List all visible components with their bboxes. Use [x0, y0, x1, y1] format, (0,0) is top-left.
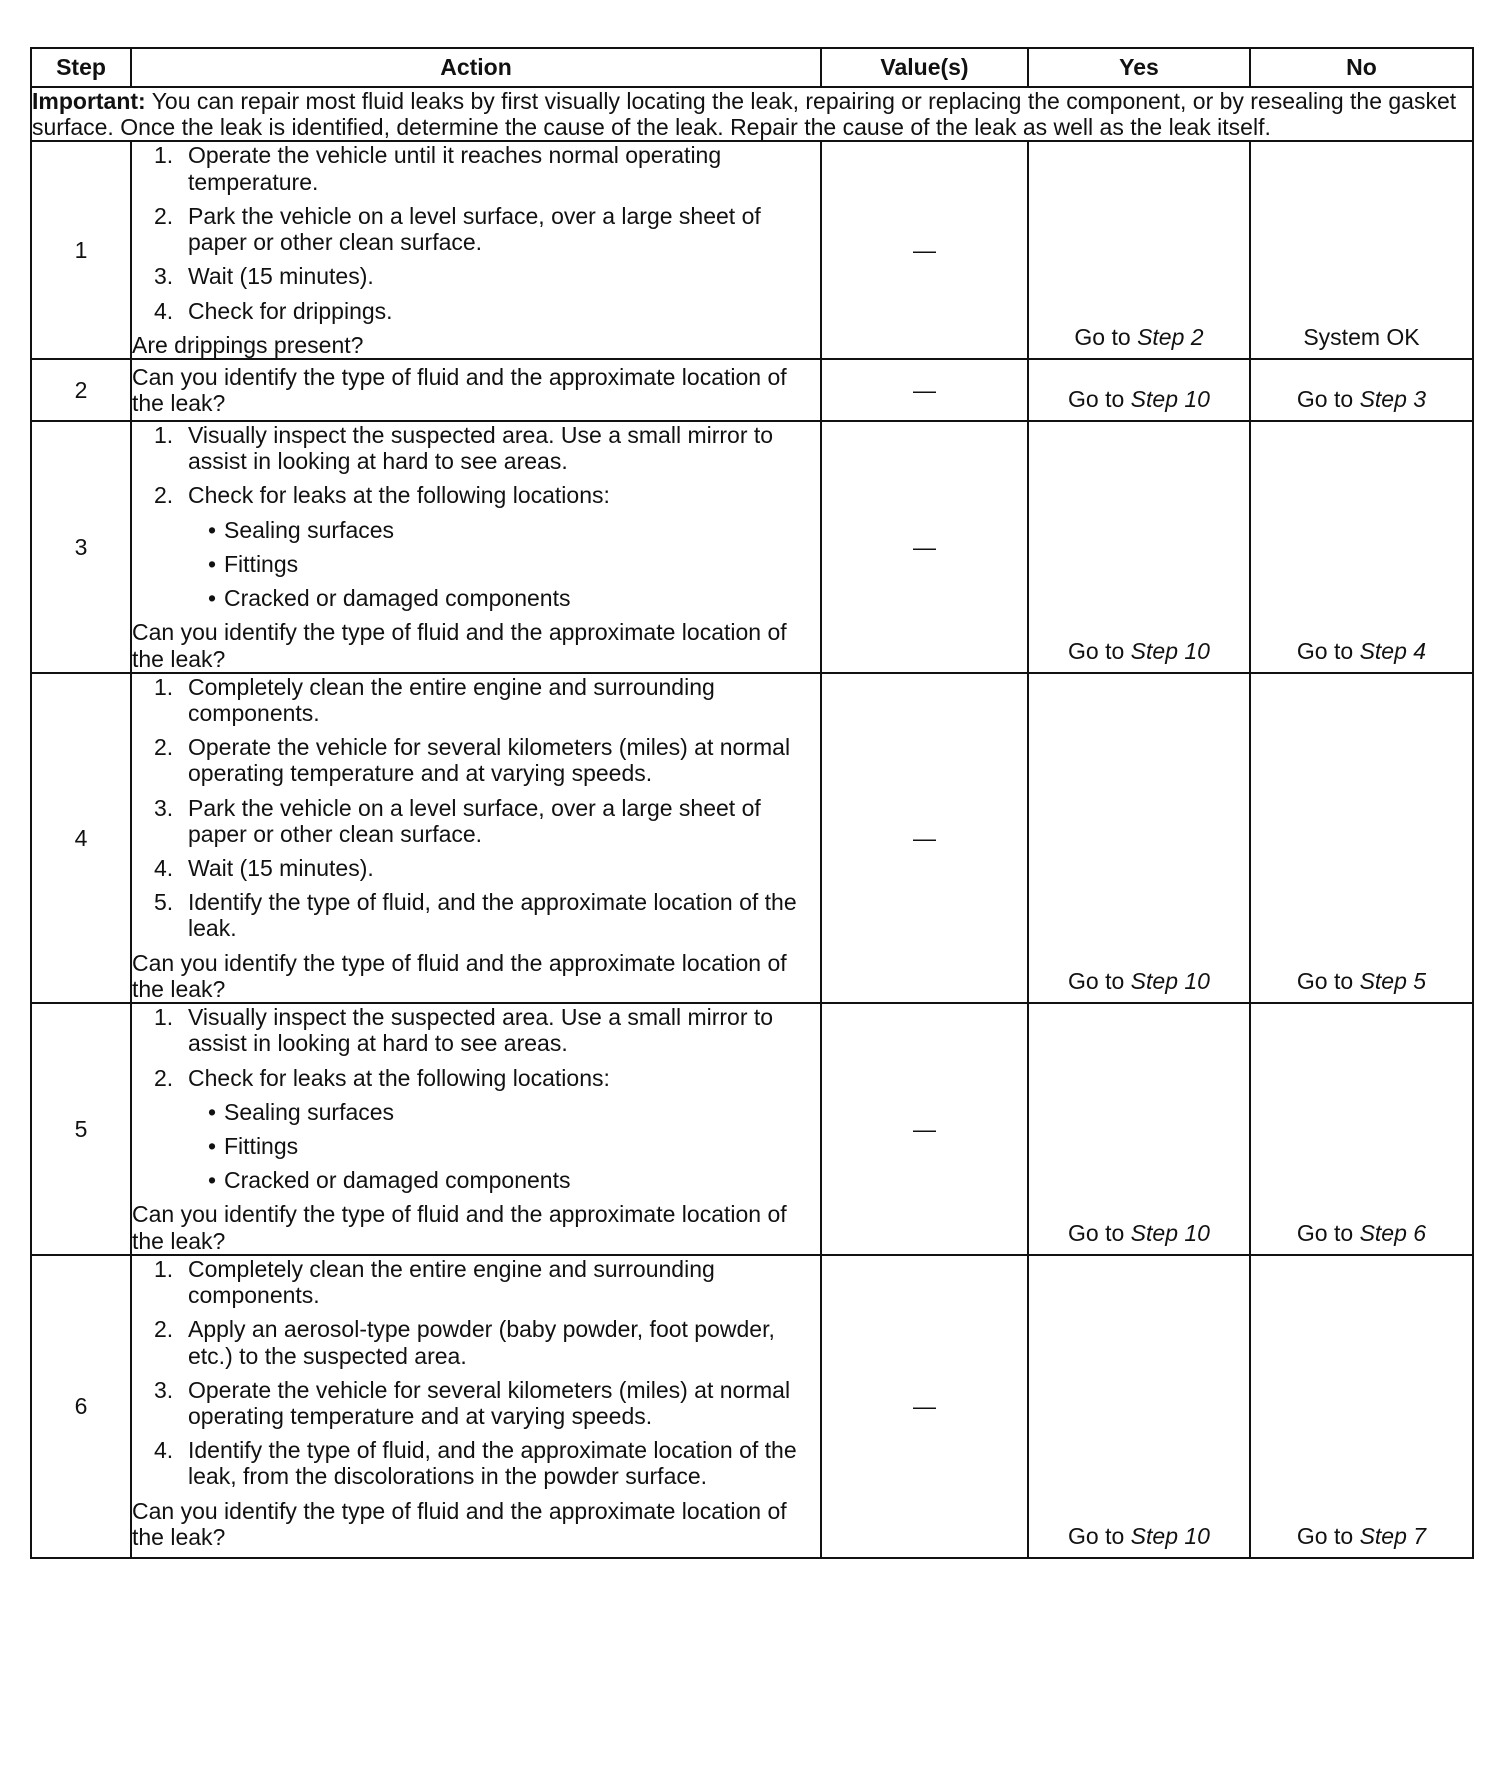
value-cell: —: [821, 673, 1028, 1003]
substep-text: Park the vehicle on a level surface, over a large sheet of paper or other clean surface.: [188, 202, 761, 256]
no-cell: [1250, 673, 1473, 1003]
substep-item: [132, 1377, 820, 1429]
yes-cell: [1028, 421, 1250, 673]
substep-number: 1.: [154, 142, 174, 169]
substep-number: 3.: [154, 263, 174, 290]
substep-item: [132, 795, 820, 847]
substep-item: [132, 298, 820, 324]
yes-cell: [1028, 673, 1250, 1003]
header-row: [31, 48, 1473, 87]
substep-number: 2.: [154, 202, 174, 229]
substep-list: [132, 674, 820, 942]
yes-target-step: Step 10: [1130, 1522, 1210, 1549]
table-row: [31, 421, 1473, 673]
substep-item: [132, 482, 820, 611]
substep-item: [132, 734, 820, 786]
location-item: • Fittings: [188, 551, 820, 577]
important-text: You can repair most fluid leaks by first visually locating the leak, repairing or replacing the component, or by resealing the gasket surface. Once the leak is identified, determine the cause of the leak. Repair the cause of the leak as well as the leak itself.: [32, 88, 1457, 141]
substep-number: 4.: [154, 297, 174, 324]
location-item: • Sealing surfaces: [188, 517, 820, 543]
step-number: 4: [31, 673, 131, 1003]
substep-item: [132, 142, 820, 194]
substep-text: Check for leaks at the following locations:: [188, 1064, 610, 1091]
no-result: System OK: [1303, 323, 1420, 350]
location-item: • Fittings: [188, 1133, 820, 1159]
yes-cell: [1028, 141, 1250, 359]
value-cell: —: [821, 141, 1028, 359]
substep-item: [132, 1437, 820, 1489]
yes-cell: [1028, 1255, 1250, 1558]
step-number: 2: [31, 359, 131, 421]
step-question: Can you identify the type of fluid and the approximate location of the leak?: [132, 949, 787, 1002]
action-cell: [131, 1003, 821, 1255]
substep-list: [132, 422, 820, 611]
yes-target-step: Step 10: [1130, 385, 1210, 412]
substep-number: 3.: [154, 794, 174, 821]
value-cell: —: [821, 1003, 1028, 1255]
no-prefix: Go to: [1296, 1522, 1360, 1549]
substep-text: Identify the type of fluid, and the approximate location of the leak, from the discolorations in the powder surface.: [188, 1437, 797, 1490]
substep-text: Identify the type of fluid, and the approximate location of the leak.: [188, 889, 797, 942]
no-target-step: Step 7: [1359, 1522, 1427, 1549]
header-no: No: [1250, 48, 1473, 87]
substep-text: Check for leaks at the following locations:: [188, 482, 610, 509]
substep-item: [132, 203, 820, 255]
yes-target-step: Step 10: [1130, 637, 1210, 664]
substep-text: Apply an aerosol-type powder (baby powder, foot powder, etc.) to the suspected area.: [188, 1316, 775, 1369]
header-action: Action: [131, 48, 821, 87]
important-label: Important:: [32, 88, 146, 114]
yes-prefix: Go to: [1068, 1219, 1131, 1246]
location-list: [188, 517, 820, 612]
step-question: Are drippings present?: [132, 331, 364, 358]
yes-cell: [1028, 1003, 1250, 1255]
substep-text: Wait (15 minutes).: [188, 263, 374, 290]
substep-list: [132, 1004, 820, 1193]
diagnostic-table: [30, 47, 1474, 1559]
value-cell: —: [821, 1255, 1028, 1558]
table-row: [31, 1255, 1473, 1558]
no-prefix: Go to: [1296, 967, 1360, 994]
substep-text: Visually inspect the suspected area. Use a small mirror to assist in looking at hard to see areas.: [188, 1004, 774, 1057]
no-target-step: Step 4: [1359, 637, 1427, 664]
step-number: 3: [31, 421, 131, 673]
substep-text: Park the vehicle on a level surface, over a large sheet of paper or other clean surface.: [188, 794, 761, 847]
substep-number: 1.: [154, 673, 174, 700]
header-values: Value(s): [821, 48, 1028, 87]
yes-prefix: Go to: [1068, 385, 1131, 412]
no-prefix: Go to: [1296, 1219, 1360, 1246]
substep-item: [132, 1256, 820, 1308]
substep-text: Completely clean the entire engine and surrounding components.: [188, 1255, 715, 1309]
substep-item: [132, 1316, 820, 1368]
header-yes: Yes: [1028, 48, 1250, 87]
no-target-step: Step 3: [1359, 385, 1427, 412]
substep-number: 4.: [154, 855, 174, 882]
no-cell: [1250, 1255, 1473, 1558]
step-question: Can you identify the type of fluid and the approximate location of the leak?: [132, 1497, 787, 1550]
substep-number: 2.: [154, 734, 174, 761]
action-cell: [131, 141, 821, 359]
substep-number: 3.: [154, 1376, 174, 1403]
table-row: [31, 359, 1473, 421]
substep-list: [132, 1256, 820, 1490]
location-item: • Sealing surfaces: [188, 1099, 820, 1125]
yes-target-step: Step 10: [1130, 1219, 1210, 1246]
substep-item: [132, 889, 820, 941]
substep-number: 2.: [154, 1316, 174, 1343]
no-cell: [1250, 141, 1473, 359]
table-row: [31, 673, 1473, 1003]
yes-prefix: Go to: [1068, 967, 1131, 994]
step-number: 1: [31, 141, 131, 359]
header-step: Step: [31, 48, 131, 87]
substep-number: 2.: [154, 1064, 174, 1091]
no-cell: [1250, 1003, 1473, 1255]
substep-text: Completely clean the entire engine and surrounding components.: [188, 673, 715, 726]
yes-prefix: Go to: [1068, 637, 1131, 664]
step-number: 6: [31, 1255, 131, 1558]
location-item: • Cracked or damaged components: [188, 1167, 820, 1193]
substep-number: 1.: [154, 1255, 174, 1282]
yes-prefix: Go to: [1074, 323, 1138, 350]
value-cell: —: [821, 359, 1028, 421]
substep-number: 4.: [154, 1437, 174, 1464]
substep-number: 2.: [154, 482, 174, 509]
location-item: • Cracked or damaged components: [188, 585, 820, 611]
substep-text: Operate the vehicle for several kilometers (miles) at normal operating temperature and at varying speeds.: [188, 1376, 791, 1429]
action-cell: [131, 359, 821, 421]
yes-prefix: Go to: [1068, 1522, 1131, 1549]
substep-item: [132, 674, 820, 726]
important-row: [31, 87, 1473, 141]
yes-target-step: Step 2: [1137, 323, 1204, 350]
substep-number: 5.: [154, 889, 174, 916]
substep-item: [132, 855, 820, 881]
step-number: 5: [31, 1003, 131, 1255]
substep-text: Check for drippings.: [188, 297, 393, 324]
table-row: [31, 1003, 1473, 1255]
substep-item: [132, 422, 820, 474]
no-prefix: Go to: [1296, 637, 1360, 664]
action-cell: [131, 1255, 821, 1558]
substep-text: Operate the vehicle for several kilometers (miles) at normal operating temperature and at varying speeds.: [188, 734, 791, 787]
yes-cell: [1028, 359, 1250, 421]
value-cell: —: [821, 421, 1028, 673]
table-row: [31, 141, 1473, 359]
important-note: [31, 87, 1473, 141]
substep-text: Visually inspect the suspected area. Use a small mirror to assist in looking at hard to see areas.: [188, 421, 774, 475]
substep-text: Operate the vehicle until it reaches normal operating temperature.: [188, 142, 722, 195]
substep-number: 1.: [154, 421, 174, 448]
no-cell: [1250, 421, 1473, 673]
yes-target-step: Step 10: [1130, 967, 1210, 994]
substep-item: [132, 1065, 820, 1194]
substep-item: [132, 263, 820, 289]
substep-number: 1.: [154, 1004, 174, 1031]
no-cell: [1250, 359, 1473, 421]
no-target-step: Step 5: [1359, 967, 1427, 994]
step-question: Can you identify the type of fluid and the approximate location of the leak?: [132, 363, 787, 417]
step-question: Can you identify the type of fluid and the approximate location of the leak?: [132, 619, 787, 672]
no-target-step: Step 6: [1359, 1219, 1427, 1246]
no-prefix: Go to: [1296, 385, 1360, 412]
action-cell: [131, 673, 821, 1003]
step-question: Can you identify the type of fluid and the approximate location of the leak?: [132, 1201, 787, 1254]
substep-text: Wait (15 minutes).: [188, 855, 374, 882]
substep-list: [132, 142, 820, 323]
action-cell: [131, 421, 821, 673]
location-list: [188, 1099, 820, 1194]
substep-item: [132, 1004, 820, 1056]
